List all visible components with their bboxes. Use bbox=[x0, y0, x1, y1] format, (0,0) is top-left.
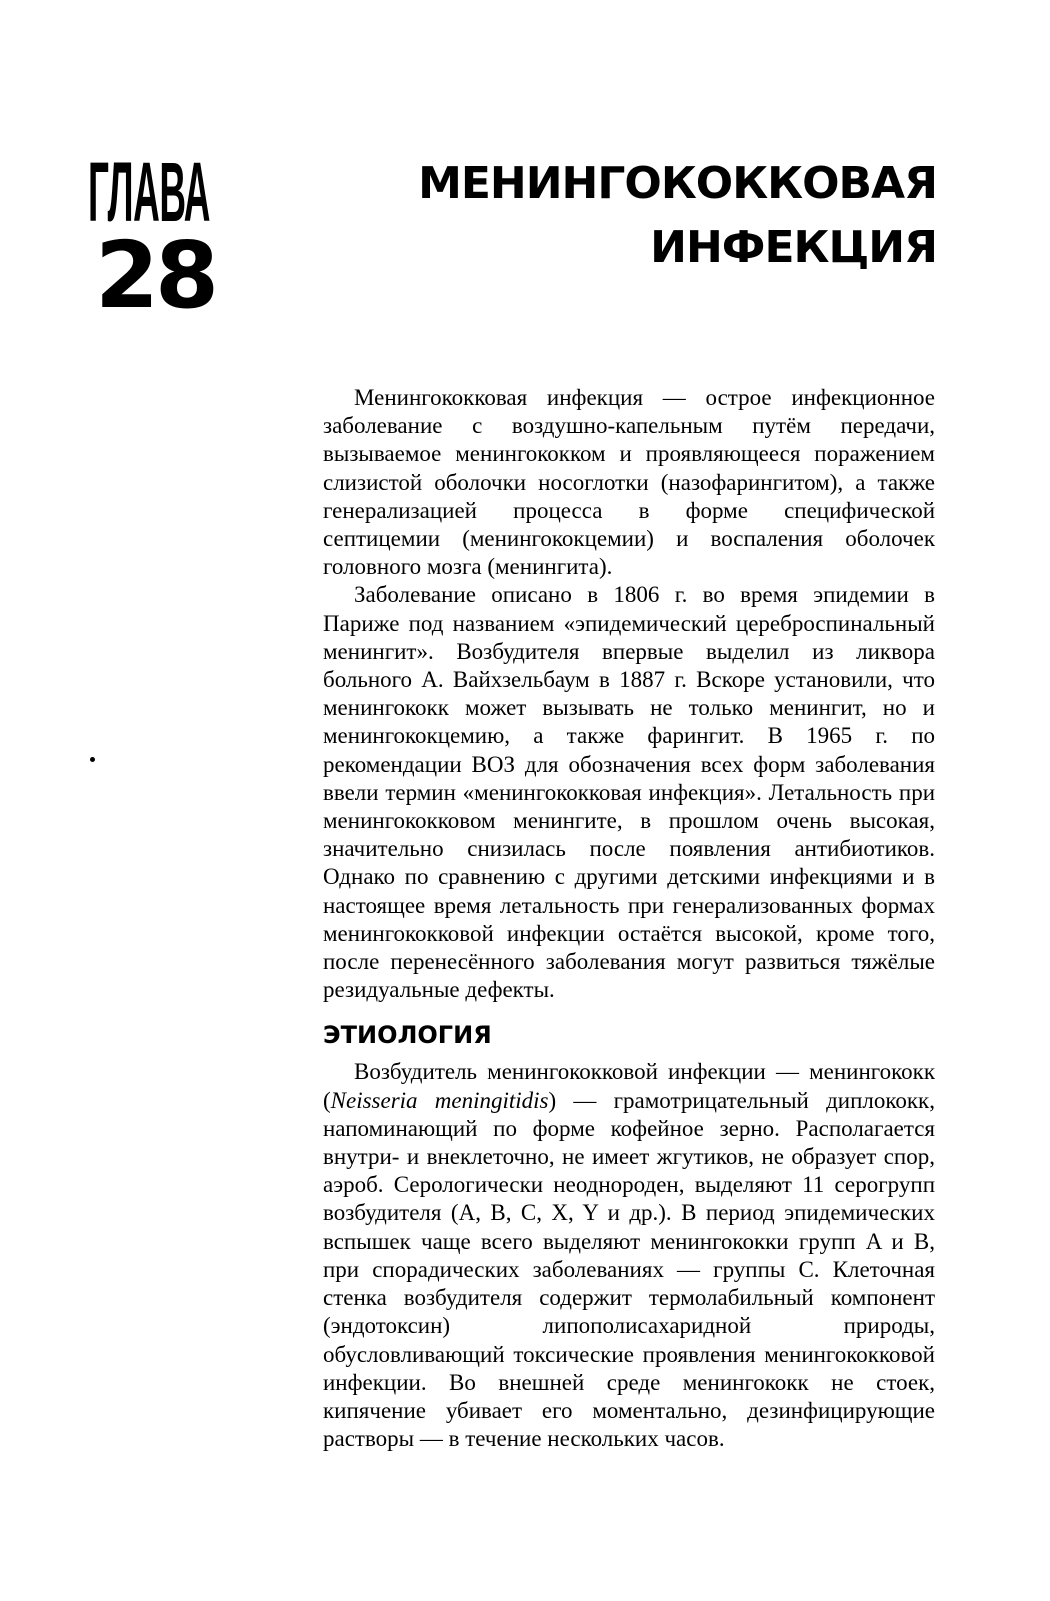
etiology-paragraph bbox=[323, 1058, 935, 1453]
etiology-text-end: ) — грамотрицательный диплококк, напоминающий по форме кофейное зерно. Располагается внутри- и внеклеточно, не имеет жгутиков, не образует спор, аэроб. Серологически неоднороден, выделяют 11 серогрупп возбудителя (A, B, C, X, Y и др.). В период эпидемических вспышек чаще всего выделяют менингококки групп A и B, при спорадических заболеваниях — группы C. Клеточная стенка возбудителя содержит термолабильный компонент (эндотоксин) липополисахаридной природы, обусловливающий токсические проявления менингококковой инфекции. Во внешней среде менингококк не стоек, кипячение убивает его моментально, дезинфицирующие растворы — в течение нескольких часов. bbox=[323, 1087, 935, 1452]
chapter-number: 28 bbox=[95, 222, 216, 329]
intro-paragraph-1: Менингококковая инфекция — острое инфекционное заболевание с воздушно-капельным путём передачи, вызываемое менингококком и проявляющееся поражением слизистой оболочки носоглотки (назофарингитом), а также генерализацией процесса в форме специфической септицемии (менингококцемии) и воспаления оболочек головного мозга (менингита). bbox=[323, 385, 935, 580]
chapter-body bbox=[323, 384, 935, 1453]
intro-paragraph-2: Заболевание описано в 1806 г. во время эпидемии в Париже под названием «эпидемический цереброспинальный менингит». Возбудителя впервые выделил из ликвора больного А. Вайхзельбаум в 1887 г. Вскоре установили, что менингококк может вызывать не только менингит, но и менингококцемию, а также фарингит. В 1965 г. по рекомендации ВОЗ для обозначения всех форм заболевания ввели термин «менингококковая инфекция». Летальность при менингококковом менингите, в прошлом очень высокая, значительно снизилась после появления антибиотиков. Однако по сравнению с другими детскими инфекциями и в настоящее время летальность при генерализованных формах менингококковой инфекции остаётся высокой, кроме того, после перенесённого заболевания могут развиться тяжёлые резидуальные дефекты. bbox=[323, 582, 935, 1003]
chapter-title-line-1: МЕНИНГОКОККОВАЯ bbox=[418, 158, 937, 209]
margin-dot bbox=[90, 757, 95, 762]
pathogen-latin-name: Neisseria meningitidis bbox=[330, 1087, 549, 1113]
chapter-title-line-2: ИНФЕКЦИЯ bbox=[650, 222, 937, 273]
etiology-text-start: Возбудитель менингококковой инфекции — менингококк ( bbox=[323, 1059, 935, 1113]
chapter-title bbox=[380, 152, 937, 280]
section-heading-etiology: ЭТИОЛОГИЯ bbox=[323, 1021, 492, 1050]
chapter-label: ГЛАВА bbox=[88, 145, 211, 239]
